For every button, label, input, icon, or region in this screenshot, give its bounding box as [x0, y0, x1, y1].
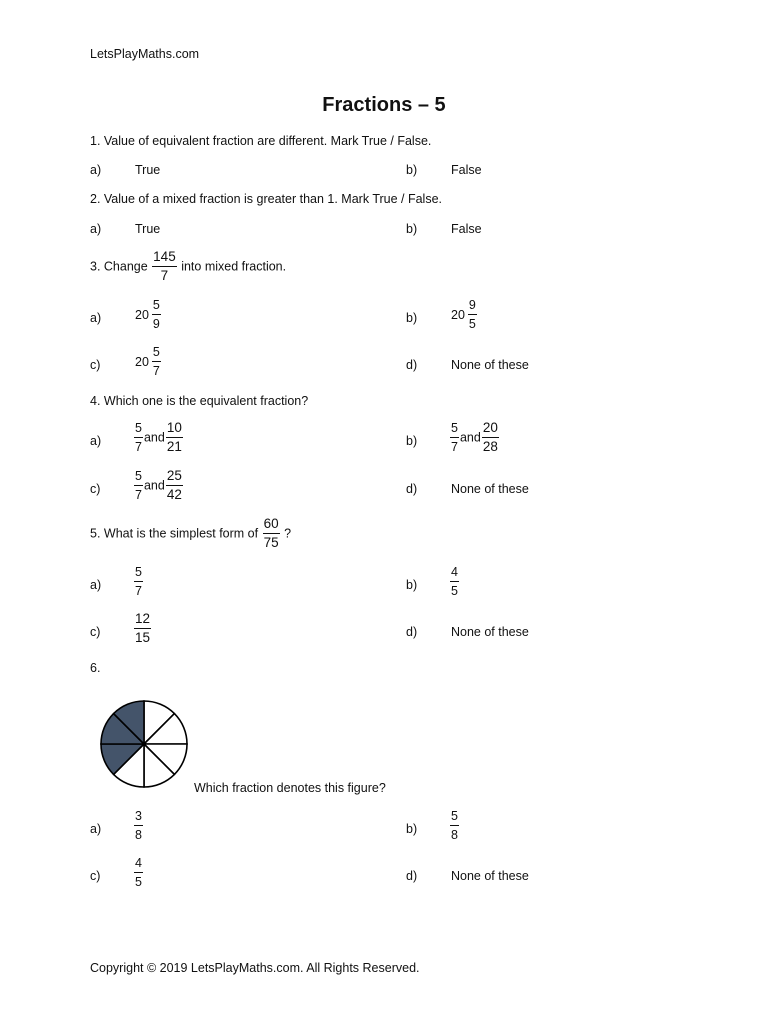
q3-option-c-value: 20 $\frac{5}{7}$	[135, 345, 160, 378]
q6-option-c-label: c)	[90, 869, 101, 883]
q3-option-b-label: b)	[406, 311, 418, 325]
q3-option-a-value: 20 $\frac{5}{9}$	[135, 298, 160, 331]
q5-option-a-label: a)	[90, 578, 102, 592]
q1-option-a-value: True	[135, 163, 161, 177]
question-3-text: 3. Change $\frac{145}{7}$ into mixed fraction.	[90, 249, 287, 283]
q5-option-c-label: c)	[90, 625, 101, 639]
q6-option-c-value: $\frac{4}{5}$	[135, 856, 142, 889]
page-title: Fractions – 5	[322, 94, 446, 116]
q4-option-a-label: a)	[90, 434, 102, 448]
site-name: LetsPlayMaths.com	[90, 47, 200, 61]
q4-option-c-value: $\frac{5}{7}$ and $\frac{25}{42}$	[135, 468, 182, 502]
fraction-pie-figure	[99, 699, 189, 789]
question-1-text: 1. Value of equivalent fraction are different. Mark True / False.	[90, 134, 432, 148]
q5-option-d-label: d)	[406, 625, 418, 639]
q5-option-d-value: None of these	[451, 625, 529, 639]
question-5-text: 5. What is the simplest form of $\frac{60}{75}$ ?	[90, 516, 292, 550]
q6-option-a-value: $\frac{3}{8}$	[135, 809, 142, 842]
q3-option-d-value: None of these	[451, 358, 529, 372]
question-6-text: Which fraction denotes this figure?	[194, 781, 386, 795]
q6-option-a-label: a)	[90, 822, 102, 836]
q6-option-b-label: b)	[406, 822, 418, 836]
q5-fraction: $\frac{60}{75}$	[263, 516, 279, 550]
q4-option-b-value: $\frac{5}{7}$ and $\frac{20}{28}$	[451, 420, 498, 454]
q6-option-d-label: d)	[406, 869, 418, 883]
q2-option-a-value: True	[135, 222, 161, 236]
q4-option-c-label: c)	[90, 482, 101, 496]
q1-option-b-value: False	[451, 163, 482, 177]
q4-option-b-label: b)	[406, 434, 418, 448]
q6-option-d-value: None of these	[451, 869, 529, 883]
q3-fraction: $\frac{145}{7}$	[153, 249, 176, 283]
question-6-number: 6.	[90, 661, 101, 675]
q3-option-c-label: c)	[90, 358, 101, 372]
copyright-footer: Copyright © 2019 LetsPlayMaths.com. All Rights Reserved.	[90, 961, 420, 975]
q6-option-b-value: $\frac{5}{8}$	[451, 809, 458, 842]
q3-option-a-label: a)	[90, 311, 102, 325]
q5-option-a-value: $\frac{5}{7}$	[135, 565, 142, 598]
q5-option-b-label: b)	[406, 578, 418, 592]
q2-option-b-value: False	[451, 222, 482, 236]
q1-option-b-label: b)	[406, 163, 418, 177]
q4-option-d-value: None of these	[451, 482, 529, 496]
q3-option-d-label: d)	[406, 358, 418, 372]
q5-option-c-value: $\frac{12}{15}$	[135, 611, 151, 645]
question-2-text: 2. Value of a mixed fraction is greater than 1. Mark True / False.	[90, 192, 443, 206]
q5-option-b-value: $\frac{4}{5}$	[451, 565, 458, 598]
q4-option-d-label: d)	[406, 482, 418, 496]
q4-option-a-value: $\frac{5}{7}$ and $\frac{10}{21}$	[135, 420, 182, 454]
q2-option-b-label: b)	[406, 222, 418, 236]
q1-option-a-label: a)	[90, 163, 102, 177]
question-4-text: 4. Which one is the equivalent fraction?	[90, 394, 309, 408]
q3-option-b-value: 20 $\frac{9}{5}$	[451, 298, 476, 331]
q2-option-a-label: a)	[90, 222, 102, 236]
